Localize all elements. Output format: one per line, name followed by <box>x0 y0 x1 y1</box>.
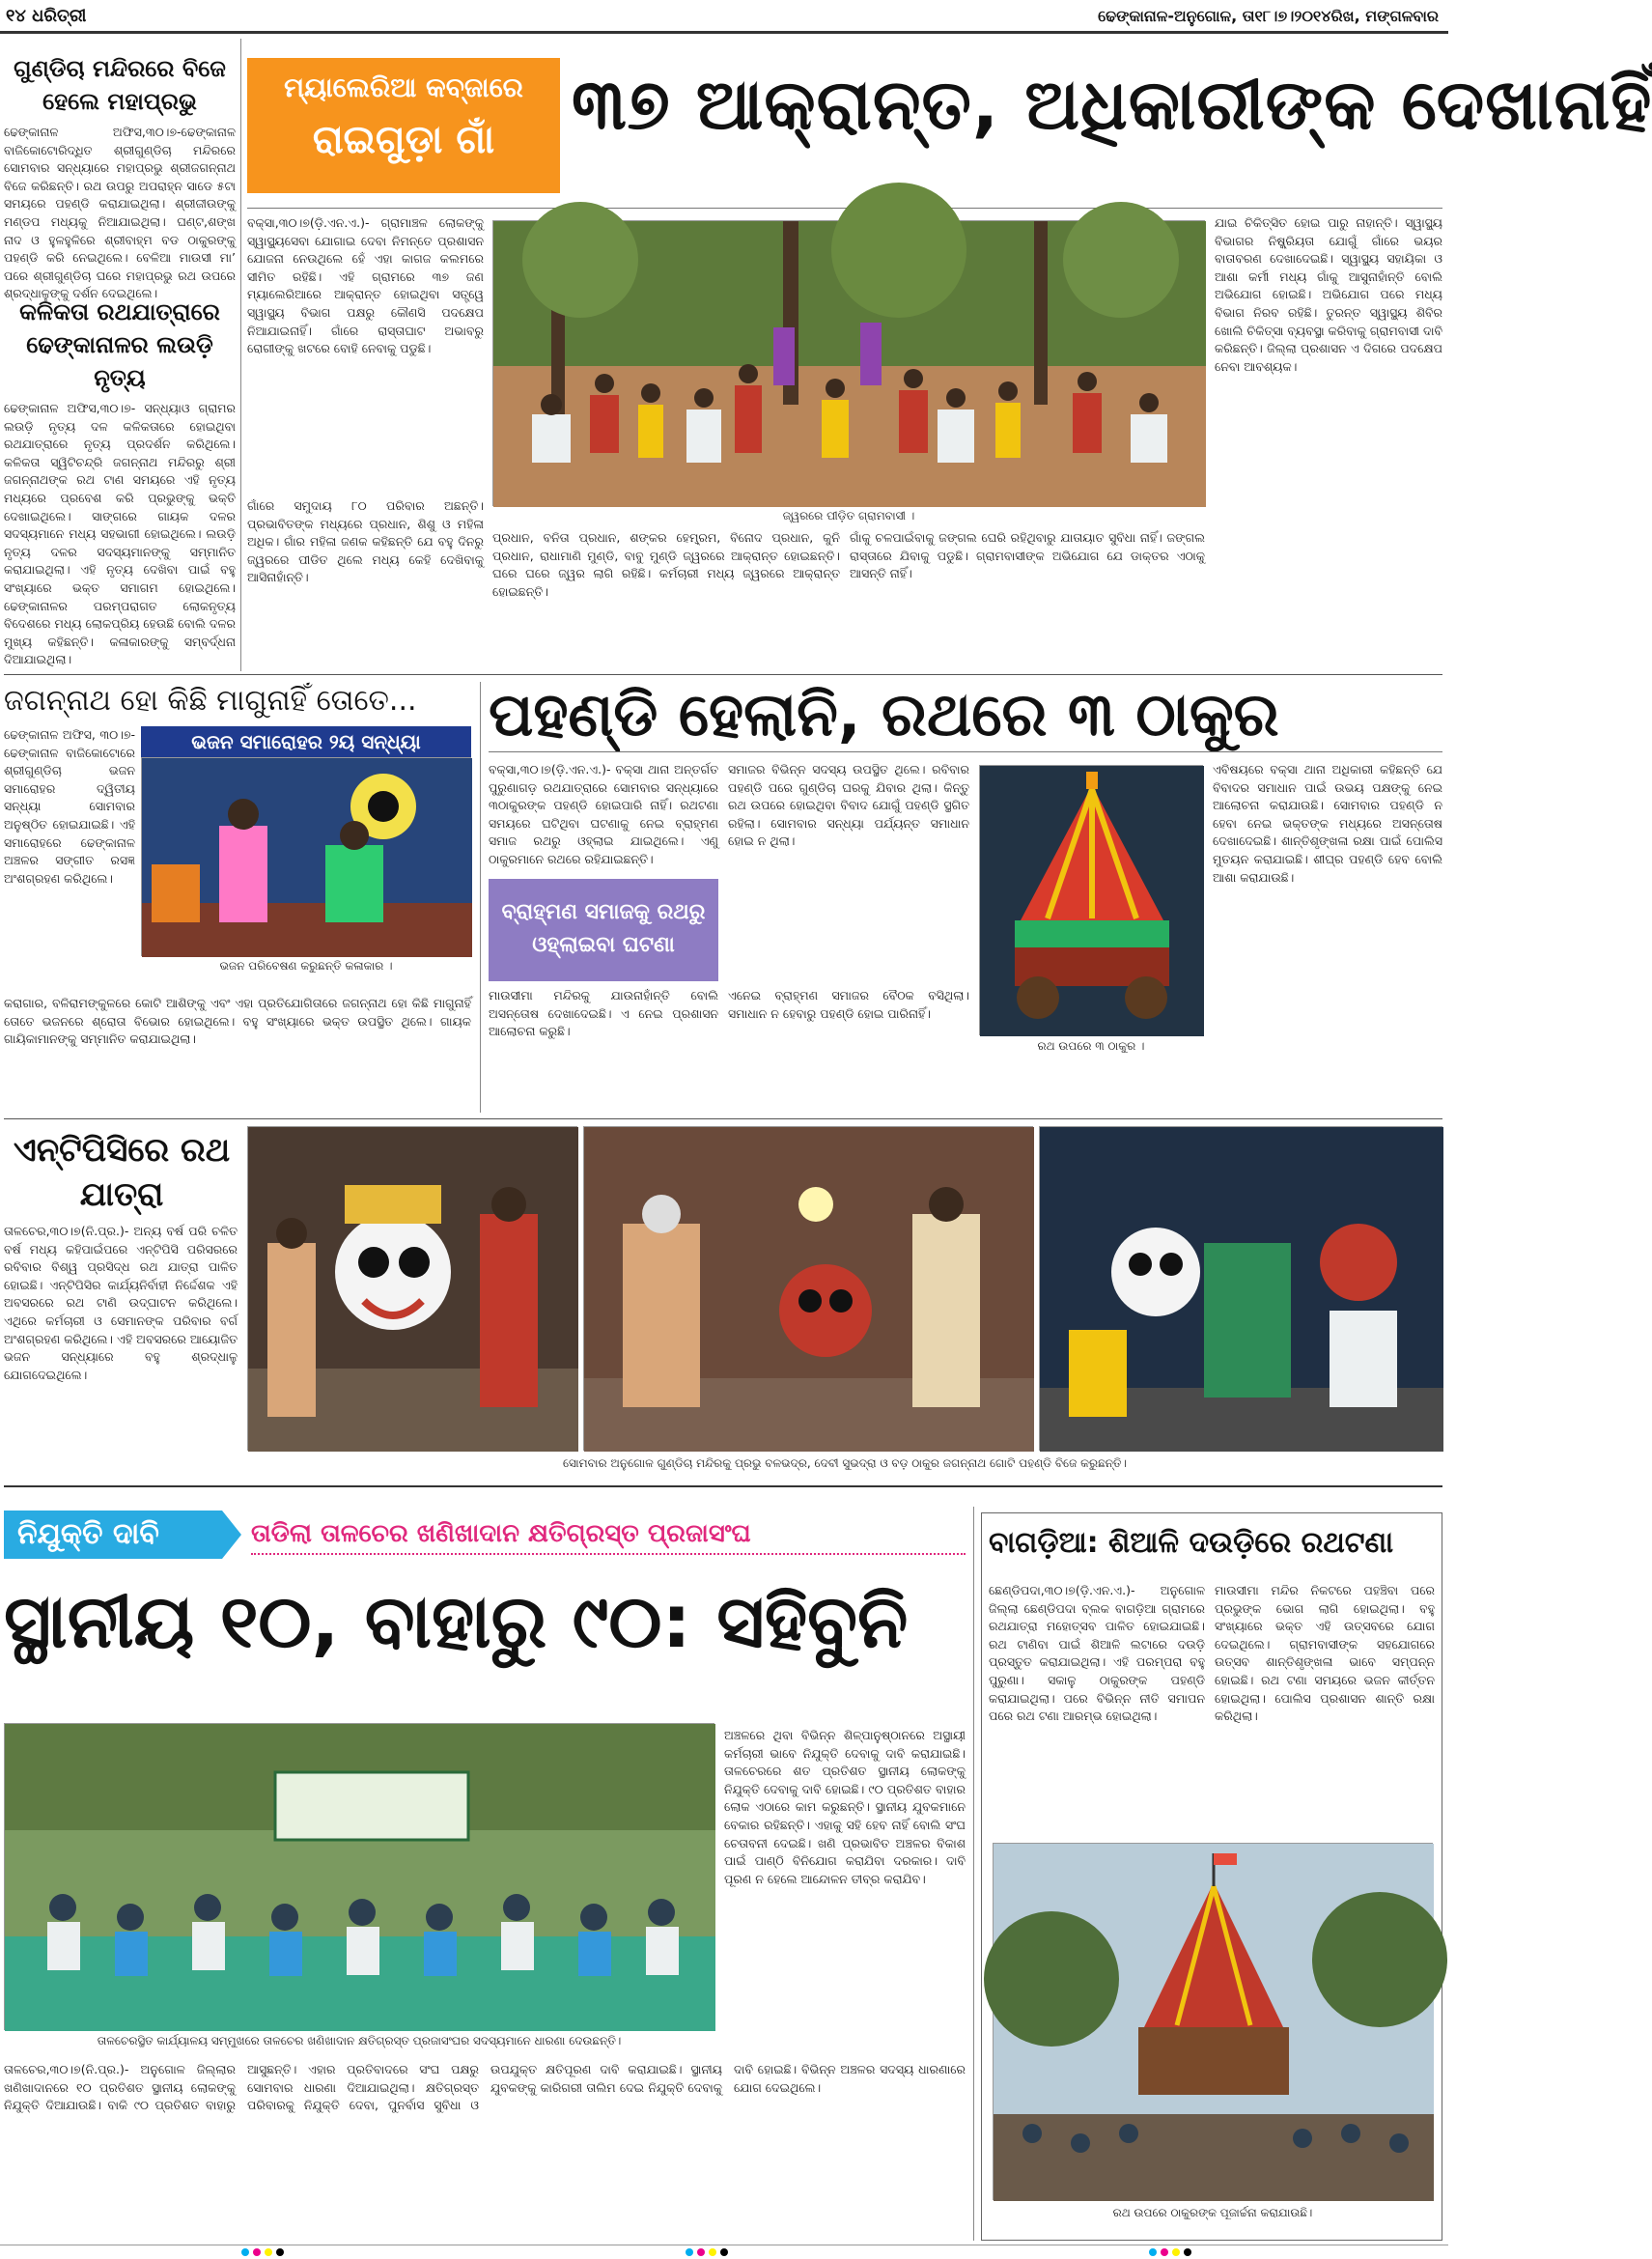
malaria-group-photo <box>492 220 1205 506</box>
section-rule-1 <box>4 674 1442 675</box>
bagadia-photo-caption: ରଥ ଉପରେ ଠାକୁରଙ୍କ ପୂଜାର୍ଚ୍ଚନା କରାଯାଉଛି। <box>1112 2206 1313 2219</box>
pahandi-col2b: ଏନେଇ ବ୍ରାହ୍ମଣ ସମାଜର ବୈଠକ ବସିଥିଲା। ସମାଧାନ ନ ହେବାରୁ ପହଣ୍ଡି ହୋଇ ପାରିନାହିଁ। <box>728 988 969 1021</box>
pahandi-col1: ବକ୍ସା,୩୦।୭(ଡ଼ି.ଏନ.ଏ.)- ବକ୍ସା ଥାନା ଅନ୍ତର୍ଗତ ପୁରୁଣାଗଡ଼ ରଥଯାତ୍ରାରେ ସୋମବାର ସନ୍ଧ୍ୟାରେ ୩ଠାକୁରଙ୍କ ପହଣ୍ଡି ହୋଇପାରି ନାହିଁ। ରଥଟଣା ସମୟରେ ଘଟିଥିବା ଘଟଣାକୁ ନେଇ ବ୍ରାହ୍ମଣ ସମାଜ ରଥରୁ ଓହ୍ଲାଇ ଯାଇଥିଲେ। ଏଣୁ ଠାକୁରମାନେ ରଥରେ ରହିଯାଇଛନ୍ତି। <box>489 762 718 866</box>
ntpc-body: ତାଳଚେର,୩୦।୭(ନି.ପ୍ର.)- ଅନ୍ୟ ବର୍ଷ ପରି ଚଳିତ ବର୍ଷ ମଧ୍ୟ କହିପାଇଁପରେ ଏନ୍‌ଟିପିସି ପରିସରରେ ରବିବାର ବିଶ୍ୱ ପ୍ରସିଦ୍ଧ ରଥ ଯାତ୍ରା ପାଳିତ ହୋଇଛି। ଏନ୍‌ଟିପିସିର କାର୍ଯ୍ୟନିର୍ବାହୀ ନିର୍ଦ୍ଦେଶକ ଏହି ଅବସରରେ ରଥ ଟାଣି ଉଦ୍‌ଘାଟନ କରିଥିଲେ। ଏଥିରେ କର୍ମଚାରୀ ଓ ସେମାନଙ୍କ ପରିବାର ବର୍ଗ ଅଂଶଗ୍ରହଣ କରିଥିଲେ। ଏହି ଅବସରରେ ଆୟୋଜିତ ଭଜନ ସନ୍ଧ୍ୟାରେ ବହୁ ଶ୍ରଦ୍ଧାଳୁ ଯୋଗଦେଇଥିଲେ। <box>4 1224 238 1382</box>
page-number-label: ୧୪ ଧରିତ୍ରୀ <box>6 6 87 26</box>
pahandi-photo-caption: ରଥ ଉପରେ ୩ ଠାକୁର । <box>1037 1039 1145 1053</box>
ntpc-photos-caption: ସୋମବାର ଅନୁଗୋଳ ଗୁଣ୍ଡିଚା ମନ୍ଦିରକୁ ପ୍ରଭୁ ବଳଭଦ୍ର, ଦେବୀ ସୁଭଦ୍ରା ଓ ବଡ଼ ଠାକୁର ଜଗନ୍ନାଥ ଗୋଟି ପହଣ୍ଡି ବିଜେ କରୁଛନ୍ତି। <box>563 1456 1127 1470</box>
bhajan-headline: ଜଗନ୍ନାଥ ହୋ କିଛି ମାଗୁନାହିଁ ତୋତେ... <box>4 684 417 718</box>
bhajan-divider <box>480 682 481 1113</box>
bagadia-col1: ଛେଣ୍ଡିପଦା,୩୦।୭(ଡ଼ି.ଏନ.ଏ.)- ଅନୁଗୋଳ ଜିଲ୍ଲା ଛେଣ୍ଡିପଦା ବ୍ଲକ ବାଗଡ଼ିଆ ଗ୍ରାମରେ ରଥଯାତ୍ରା ମହୋତ୍ସବ ପାଳିତ ହୋଇଯାଇଛି। ରଥ ଟାଣିବା ପାଇଁ ଶିଆଳି ଲଟାରେ ଦଉଡ଼ି ପ୍ରସ୍ତୁତ କରାଯାଇଥିଲା। ଏହି ପରମ୍ପରା ବହୁ ପୁରୁଣା। ସକାଳୁ ଠାକୁରଙ୍କ ପହଣ୍ଡି କରାଯାଇଥିଲା। ପରେ ବିଭିନ୍ନ ନୀତି ସମାପନ ପରେ ରଥ ଟଣା ଆରମ୍ଭ ହୋଇଥିଲା। <box>989 1583 1205 1724</box>
header-rule <box>0 31 1448 34</box>
bhajan-body: କରାଗାର, ବଳିରାମଙ୍କୁଳରେ କୋଟି ଆଶିଙ୍କୁ ଏବଂ ଏହା ପ୍ରତିଯୋଗିତାରେ ଜଗନ୍ନାଥ ହୋ କିଛି ମାଗୁନାହିଁ ତୋତେ ଭଜନରେ ଶ୍ରୋତା ବିଭୋର ହୋଇଥିଲେ। ବହୁ ସଂଖ୍ୟାରେ ଭକ୍ତ ଉପସ୍ଥିତ ଥିଲେ। ଗାୟକ ଗାୟିକାମାନଙ୍କୁ ସମ୍ମାନିତ କରାଯାଇଥିଲା। <box>4 996 471 1047</box>
registration-marks-right <box>1149 2248 1226 2256</box>
malaria-kicker-line2: ରାଇଗୁଡ଼ା ଗାଁ <box>312 118 495 162</box>
bagadia-chariot-illustration <box>994 1844 1434 2201</box>
niyukti-protest-photo <box>4 1723 714 2030</box>
bagadia-col2: ମାଉସୀମା ମନ୍ଦିର ନିକଟରେ ପହଞ୍ଚିବା ପରେ ପ୍ରଭୁଙ୍କ ଭୋଗ ଲାଗି ହୋଇଥିଲା। ବହୁ ସଂଖ୍ୟାରେ ଭକ୍ତ ଏହି ଉତ୍ସବରେ ଯୋଗ ଦେଇଥିଲେ। ଗ୍ରାମବାସୀଙ୍କ ସହଯୋଗରେ ଉତ୍ସବ ଶାନ୍ତିଶୃଙ୍ଖଳା ଭାବେ ସମ୍ପନ୍ନ ହୋଇଛି। ରଥ ଟଣା ସମୟରେ ଭଜନ କୀର୍ତ୍ତନ ହୋଇଥିଲା। ପୋଲିସ ପ୍ରଶାସନ ଶାନ୍ତି ରକ୍ଷା କରିଥିଲା। <box>1215 1583 1435 1724</box>
story-gundicha-headline: ଗୁଣ୍ଡିଚା ମନ୍ଦିରରେ ବିଜେ ହେଲେ ମହାପ୍ରଭୁ <box>14 55 226 115</box>
dateline: ଢେଙ୍କାନାଳ-ଅନୁଗୋଳ, ତା୧୮।୭।୨୦୧୪ରିଖ, ମଙ୍ଗଳବାର <box>1098 7 1439 25</box>
ritual-illustration <box>584 1127 1034 1452</box>
niyukti-tag: ନିଯୁକ୍ତି ଦାବି <box>4 1511 222 1559</box>
pahandi-col4: ଏବିଷୟରେ ବକ୍ସା ଥାନା ଅଧିକାରୀ କହିଛନ୍ତି ଯେ ବିବାଦର ସମାଧାନ ପାଇଁ ଉଭୟ ପକ୍ଷଙ୍କୁ ନେଇ ଆଲୋଚନା କରାଯାଉଛି। ସୋମବାର ପହଣ୍ଡି ନ ହେବା ନେଇ ଭକ୍ତଙ୍କ ମଧ୍ୟରେ ଅସନ୍ତୋଷ ଦେଖାଦେଇଛି। ଶାନ୍ତିଶୃଙ୍ଖଳା ରକ୍ଷା ପାଇଁ ପୋଲିସ ମୁତୟନ କରାଯାଇଛି। ଶୀଘ୍ର ପହଣ୍ଡି ହେବ ବୋଲି ଆଶା କରାଯାଉଛି। <box>1213 762 1442 885</box>
malaria-col4: ଯାଇ ଚିକିତ୍ସିତ ହୋଇ ପାରୁ ନାହାନ୍ତି। ସ୍ୱାସ୍ଥ୍ୟ ବିଭାଗର ନିଷ୍କ୍ରିୟତା ଯୋଗୁଁ ଗାଁରେ ଭୟର ବାତାବରଣ ଦେଖାଦେଇଛି। ସ୍ୱାସ୍ଥ୍ୟ ସହାୟିକା ଓ ଆଶା କର୍ମୀ ମଧ୍ୟ ଗାଁକୁ ଆସୁନାହାଁନ୍ତି ବୋଲି ଅଭିଯୋଗ ହୋଇଛି। ଅଭିଯୋଗ ପରେ ମଧ୍ୟ ବିଭାଗ ନିରବ ରହିଛି। ତୁରନ୍ତ ସ୍ୱାସ୍ଥ୍ୟ ଶିବିର ଖୋଲି ଚିକିତ୍ସା ବ୍ୟବସ୍ଥା କରିବାକୁ ଗ୍ରାମବାସୀ ଦାବି କରିଛନ୍ତି। ଜିଲ୍ଲା ପ୍ରଶାସନ ଏ ଦିଗରେ ପଦକ୍ଷେପ ନେବା ଆବଶ୍ୟକ। <box>1215 215 1442 374</box>
left-column-stories <box>4 39 236 671</box>
niyukti-divider <box>973 1507 974 2241</box>
niyukti-kicker: ତାଡିଲା ତାଳଚେର ଖଣିଖାଦାନ କ୍ଷତିଗ୍ରସ୍ତ ପ୍ରଜାସଂଘ <box>251 1514 966 1555</box>
villagers-illustration <box>493 221 1206 507</box>
bhajan-left-text: ଢେଙ୍କାନାଳ ଅଫିସ, ୩୦।୭-ଢେଙ୍କାନାଳ ବାଜିକୋଟୋରେ ଶ୍ରୀଗୁଣ୍ଡିଚା ଭଜନ ସମାରୋହର ଦ୍ୱିତୀୟ ସନ୍ଧ୍ୟା ସୋମବାର ଅନୁଷ୍ଠିତ ହୋଇଯାଇଛି। ଏହି ସମାରୋହରେ ଢେଙ୍କାନାଳ ଅଞ୍ଚଳର ସଙ୍ଗୀତ ରସଜ୍ଞ ଅଂଶଗ୍ରହଣ କରିଥିଲେ। <box>4 727 135 886</box>
niyukti-right-text: ଅଞ୍ଚଳରେ ଥିବା ବିଭିନ୍ନ ଶିଳ୍ପାନୁଷ୍ଠାନରେ ଅସ୍ଥାୟୀ କର୍ମଚାରୀ ଭାବେ ନିଯୁକ୍ତି ଦେବାକୁ ଦାବି କରାଯାଇଛି। ତାଳଚେରରେ ଶତ ପ୍ରତିଶତ ସ୍ଥାନୀୟ ଲୋକଙ୍କୁ ନିଯୁକ୍ତି ଦେବାକୁ ଦାବି ହୋଇଛି। ୯୦ ପ୍ରତିଶତ ବାହାର ଲୋକ ଏଠାରେ କାମ କରୁଛନ୍ତି। ସ୍ଥାନୀୟ ଯୁବକମାନେ ବେକାର ରହିଛନ୍ତି। ଏହାକୁ ସହି ହେବ ନାହିଁ ବୋଲି ସଂଘ ଚେତାବନୀ ଦେଇଛି। ଖଣି ପ୍ରଭାବିତ ଅଞ୍ଚଳର ବିକାଶ ପାଇଁ ପାଣ୍ଠି ବିନିଯୋଗ କରାଯିବା ଦରକାର। ଦାବି ପୂରଣ ନ ହେଲେ ଆନ୍ଦୋଳନ ତୀବ୍ର କରାଯିବ। <box>724 1728 966 1886</box>
malaria-col1b: ଗାଁରେ ସମୁଦାୟ ୮୦ ପରିବାର ଅଛନ୍ତି। ପ୍ରଭାବିତଙ୍କ ମଧ୍ୟରେ ପ୍ରଧାନ, ଶିଶୁ ଓ ମହିଳା ଅଧିକ। ଗାଁର ମହିଳା ଜଣକ କହିଛନ୍ତି ଯେ ବହୁ ଦିନରୁ ଜ୍ୱରରେ ପୀଡିତ ଥିଲେ ମଧ୍ୟ କେହି ଦେଖିବାକୁ ଆସିନାହାଁନ୍ତି। <box>247 498 484 585</box>
malaria-headline-rule <box>247 208 1442 209</box>
bagadia-chariot-photo <box>993 1843 1433 2200</box>
section-rule-3 <box>4 1485 1442 1487</box>
pahandi-headline: ପହଣ୍ଡି ହେଲାନି, ରଥରେ ୩ ଠାକୁର <box>489 679 1279 749</box>
deity-illustration-2 <box>1040 1127 1443 1452</box>
ntpc-photo-2 <box>583 1126 1033 1451</box>
pahandi-headline-rule <box>489 751 1442 752</box>
bhajan-banner: ଭଜନ ସମାରୋହର ୨ୟ ସନ୍ଧ୍ୟା <box>141 726 471 757</box>
malaria-photo-caption: ଜ୍ୱରରେ ପୀଡ଼ିତ ଗ୍ରାମବାସୀ । <box>782 509 915 522</box>
malaria-col1: ବକ୍ସା,୩୦।୭(ଡ଼ି.ଏନ.ଏ.)- ଗ୍ରାମାଞ୍ଚଳ ଲୋକଙ୍କୁ ସ୍ୱାସ୍ଥ୍ୟସେବା ଯୋଗାଇ ଦେବା ନିମନ୍ତେ ପ୍ରଶାସନ ଯୋଜନା ନେଉଥିଲେ ହେଁ ଏହା କାଗଜ କଲମରେ ସୀମିତ ରହିଛି। ଏହି ଗ୍ରାମରେ ୩୭ ଜଣ ମ୍ୟାଲେରିଆରେ ଆକ୍ରାନ୍ତ ହୋଇଥିବା ସତ୍ତ୍ୱେ ସ୍ୱାସ୍ଥ୍ୟ ବିଭାଗ ପକ୍ଷରୁ କୌଣସି ପଦକ୍ଷେପ ନିଆଯାଇନାହିଁ। ଗାଁରେ ରାସ୍ତାଘାଟ ଅଭାବରୁ ରୋଗୀଙ୍କୁ ଖଟରେ ବୋହି ନେବାକୁ ପଡୁଛି। <box>247 215 484 356</box>
ntpc-headline: ଏନ୍‌ଟିପିସିରେ ରଥ ଯାତ୍ରା <box>13 1131 231 1214</box>
story-gundicha-body: ଢେଙ୍କାନାଳ ଅଫିସ,୩୦।୭-ଢେଙ୍କାନାଳ ବାଜିକୋଟୋରିଦ୍ଧିତ ଶ୍ରୀଗୁଣ୍ଡିଚା ମନ୍ଦିରରେ ସୋମବାର ସନ୍ଧ୍ୟାରେ ମହାପ୍ରଭୁ ଶ୍ରୀଜଗନ୍ନାଥ ବିଜେ କରିଛନ୍ତି। ରଥ ଉପରୁ ଅପରାହ୍ନ ସାଡେ ୫ଟା ସମୟରେ ପହଣ୍ଡି କରାଯାଇଥିଲା। ଶ୍ରୀଜୀଉଙ୍କୁ ମଣ୍ଡପ ମଧ୍ୟକୁ ନିଆଯାଇଥିଲା। ଘଣ୍ଟ,ଶଙ୍ଖ ନାଦ ଓ ହୁଳହୁଳିରେ ଶ୍ରୀବାହ୍ମ ବଡ ଠାକୁରଙ୍କୁ ପହଣ୍ଡି କରି ନେଇଥିଲେ। ବେଳିଆ ମାଉସୀ ମା’ ପରେ ଶ୍ରୀଗୁଣ୍ଡିଚା ଘରେ ମହାପ୍ରଭୁ ରଥ ଉପରେ ଶ୍ରଦ୍ଧାଳୁଙ୍କୁ ଦର୍ଶନ ଦେଇଥିଲେ। <box>4 125 236 301</box>
bhajan-photo <box>141 757 471 956</box>
registration-marks-left <box>241 2248 319 2256</box>
bagadia-headline: ବାଗଡ଼ିଆ: ଶିଆଳି ଦଉଡ଼ିରେ ରଥଟଣା <box>989 1526 1394 1560</box>
ntpc-photo-1 <box>247 1126 577 1451</box>
pahandi-chariot-photo <box>979 765 1203 1035</box>
niyukti-headline: ସ୍ଥାନୀୟ ୧୦, ବାହାରୁ ୯୦: ସହିବୁନି <box>4 1578 909 1664</box>
section-rule-2 <box>4 1118 1442 1119</box>
singers-illustration <box>142 758 472 957</box>
niyukti-photo-caption: ତାଳଚେରସ୍ଥିତ କାର୍ଯ୍ୟାଳୟ ସମ୍ମୁଖରେ ତାଳଚେର ଖଣିଖାଦାନ କ୍ଷତିଗ୍ରସ୍ତ ପ୍ରଜାସଂଘର ସଦସ୍ୟମାନେ ଧାରଣା ଦେଉଛନ୍ତି। <box>97 2034 622 2047</box>
niyukti-tag-arrow <box>222 1511 241 1559</box>
malaria-col2: ପ୍ରଧାନ, ବନିତା ପ୍ରଧାନ, ଶଙ୍କର ହେମ୍ବ୍ରମ, ବିନୋଦ ପ୍ରଧାନ, କୁନି ପ୍ରଧାନ, ରାଧାମାଣି ମୁଣ୍ଡି, ବାବୁ ମୁଣ୍ଡି ଜ୍ୱରରେ ଆକ୍ରାନ୍ତ ହୋଇଛନ୍ତି। ଘରେ ଘରେ ଜ୍ୱର ଲାଗି ରହିଛି। କର୍ମଚାରୀ ମଧ୍ୟ ଜ୍ୱରରେ ଆକ୍ରାନ୍ତ ହୋଇଛନ୍ତି। <box>492 530 840 599</box>
page-header <box>0 0 1448 33</box>
deity-illustration-1 <box>248 1127 578 1452</box>
story-kalikata-body: ଢେଙ୍କାନାଳ ଅଫିସ,୩୦।୭- ସନ୍ଧ୍ୟାଓ ଗ୍ରାମର ଲଉଡ଼ି ନୃତ୍ୟ ଦଳ କଳିକତାରେ ହୋଇଥିବା ରଥଯାତ୍ରାରେ ନୃତ୍ୟ ପ୍ରଦର୍ଶନ କରିଥିଲେ। କଳିକତା ସ୍ୱିଟିଚନ୍ଦ୍ରି ଜଗନ୍ନାଥ ମନ୍ଦିରରୁ ଶ୍ରୀ ଜଗନ୍ନାଥଙ୍କ ରଥ ଟାଣ ସମୟରେ ଏହି ନୃତ୍ୟ ମଧ୍ୟରେ ପ୍ରବେଶ କରି ପ୍ରଭୁଙ୍କୁ ଭକ୍ତି ଦେଖାଇଥିଲେ। ସାଙ୍ଗରେ ଗାୟକ ଦଳର ସଦସ୍ୟମାନେ ମଧ୍ୟ ସହଭାଗୀ ହୋଇଥିଲେ। ଲଉଡ଼ି ନୃତ୍ୟ ଦଳର ସଦସ୍ୟମାନଙ୍କୁ ସମ୍ମାନିତ କରାଯାଇଥିଲା। ଏହି ନୃତ୍ୟ ଦେଖିବା ପାଇଁ ବହୁ ସଂଖ୍ୟାରେ ଭକ୍ତ ସମାଗମ ହୋଇଥିଲେ। ଢେଙ୍କାନାଳର ପରମ୍ପରାଗତ ଲୋକନୃତ୍ୟ ବିଦେଶରେ ମଧ୍ୟ ଲୋକପ୍ରିୟ ହେଉଛି ବୋଲି ଦଳର ମୁଖ୍ୟ କହିଛନ୍ତି। କଳାକାରଙ୍କୁ ସମ୍ବର୍ଦ୍ଧନା ଦିଆଯାଇଥିଲା। <box>4 401 236 667</box>
pahandi-col1b: ମାଉସୀମା ମନ୍ଦିରକୁ ଯାଉନାହାଁନ୍ତି ବୋଲି ଅସନ୍ତୋଷ ଦେଖାଦେଇଛି। ଏ ନେଇ ପ୍ରଶାସନ ଆଲୋଚନା କରୁଛି। <box>489 988 718 1039</box>
malaria-col3: ଗାଁକୁ ଚଳପାଇଁବାକୁ ଜଙ୍ଗଲ ଘେରି ରହିଥିବାରୁ ଯାତାୟାତ ସୁବିଧା ନାହିଁ। ଜଙ୍ଗଲ ରାସ୍ତାରେ ଯିବାକୁ ପଡୁଛି। ଗ୍ରାମବାସୀଙ୍କ ଅଭିଯୋଗ ଯେ ଡାକ୍ତର ଏଠାକୁ ଆସନ୍ତି ନାହିଁ। <box>850 530 1205 581</box>
chariot-illustration <box>980 766 1204 1036</box>
ntpc-photo-3 <box>1039 1126 1442 1451</box>
malaria-headline: ୩୭ ଆକ୍ରାନ୍ତ, ଅଧିକାରୀଙ୍କ ଦେଖାନାହିଁ <box>572 64 1652 145</box>
registration-marks-center <box>686 2248 763 2256</box>
pahandi-col2: ସମାଜର ବିଭିନ୍ନ ସଦସ୍ୟ ଉପସ୍ଥିତ ଥିଲେ। ରବିବାର ପହଣ୍ଡି ପରେ ଗୁଣ୍ଡିଚା ଘରକୁ ଯିବାର ଥିଲା। କିନ୍ତୁ ରଥ ଉପରେ ହୋଇଥିବା ବିବାଦ ଯୋଗୁଁ ପହଣ୍ଡି ସ୍ଥଗିତ ରହିଲା। ସୋମବାର ସନ୍ଧ୍ୟା ପର୍ଯ୍ୟନ୍ତ ସମାଧାନ ହୋଇ ନ ଥିଲା। <box>728 762 969 849</box>
left-col-divider <box>240 39 241 671</box>
malaria-kicker-box <box>247 58 560 193</box>
niyukti-bottom-text: ତାଳଚେର,୩୦।୭(ନି.ପ୍ର.)- ଅନୁଗୋଳ ଜିଲ୍ଲାର ଖଣିଖାଦାନରେ ୧୦ ପ୍ରତିଶତ ସ୍ଥାନୀୟ ଲୋକଙ୍କୁ ନିଯୁକ୍ତି ଦିଆଯାଉଛି। ବାକି ୯୦ ପ୍ରତିଶତ ବାହାରୁ ଆସୁଛନ୍ତି। ଏହାର ପ୍ରତିବାଦରେ ସଂଘ ପକ୍ଷରୁ ସୋମବାର ଧାରଣା ଦିଆଯାଇଥିଲା। କ୍ଷତିଗ୍ରସ୍ତ ପରିବାରକୁ ନିଯୁକ୍ତି ଦେବା, ପୁନର୍ବାସ ସୁବିଧା ଓ ଉପଯୁକ୍ତ କ୍ଷତିପୂରଣ ଦାବି କରାଯାଇଛି। ସ୍ଥାନୀୟ ଯୁବକଙ୍କୁ କାରିଗରୀ ତାଲିମ ଦେଇ ନିଯୁକ୍ତି ଦେବାକୁ ଦାବି ହୋଇଛି। ବିଭିନ୍ନ ଅଞ୍ଚଳର ସଦସ୍ୟ ଧାରଣାରେ ଯୋଗ ଦେଇଥିଲେ। <box>4 2062 966 2113</box>
bhajan-photo-caption: ଭଜନ ପରିବେଷଣ କରୁଛନ୍ତି କଳାକାର । <box>219 959 393 973</box>
protest-illustration <box>5 1724 715 2031</box>
story-kalikata-headline: କଳିକତା ରଥଯାତ୍ରାରେ ଢେଙ୍କାନାଳର ଲଉଡ଼ି ନୃତ୍ୟ <box>19 298 220 391</box>
pahandi-subhead: ବ୍ରାହ୍ମଣ ସମାଜକୁ ରଥରୁ ଓହ୍ଲାଇବା ଘଟଣା <box>489 879 718 981</box>
malaria-kicker-line1: ମ୍ୟାଲେରିଆ କବ୍‌ଜାରେ <box>284 71 523 103</box>
